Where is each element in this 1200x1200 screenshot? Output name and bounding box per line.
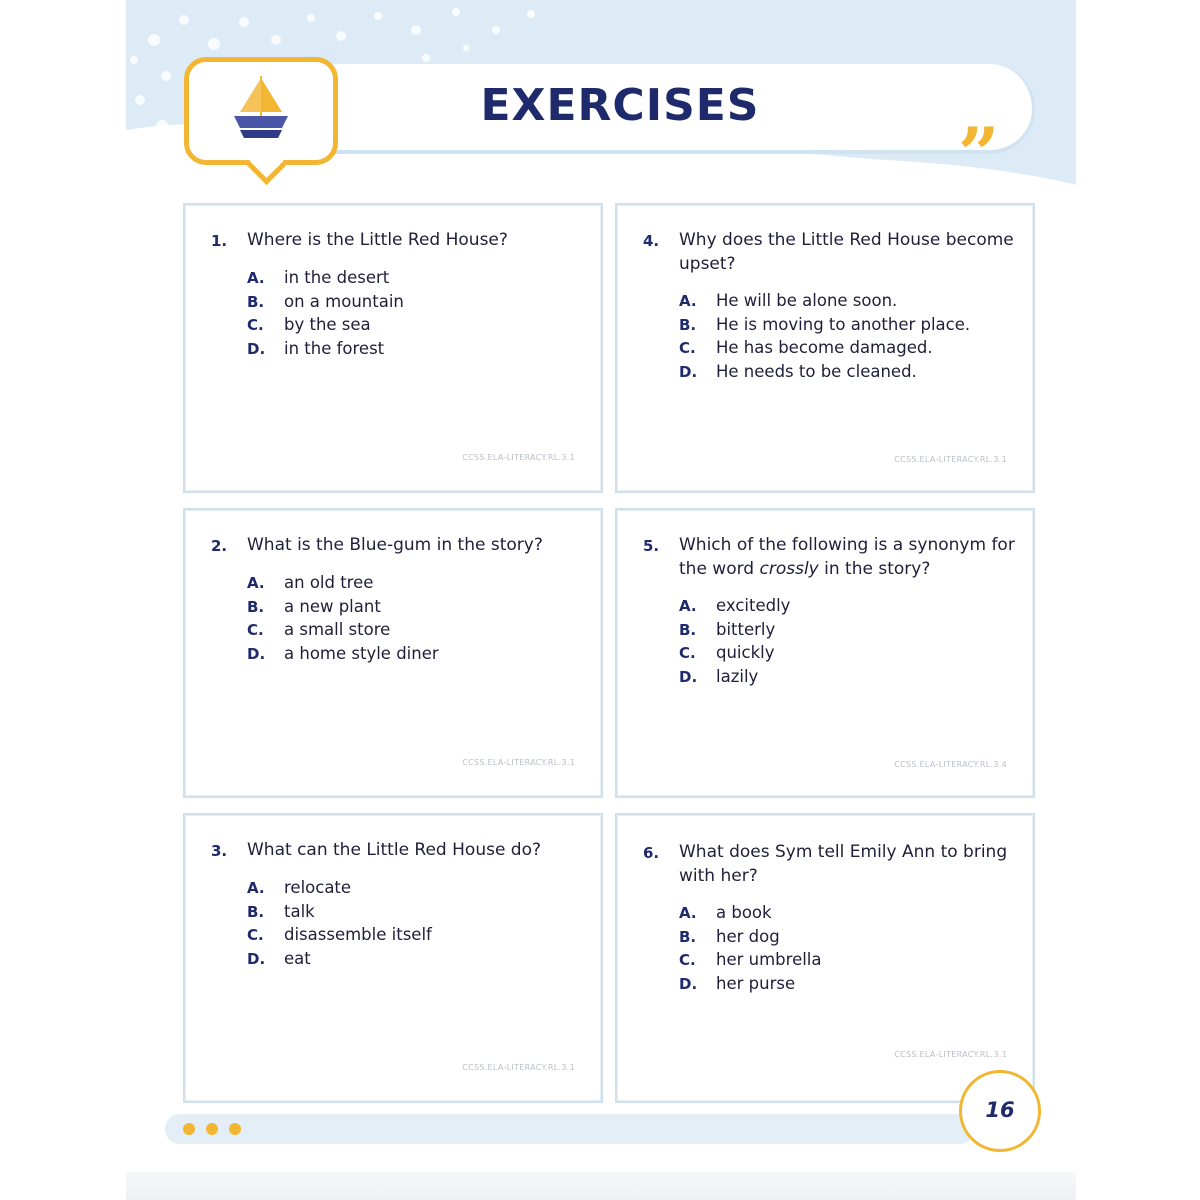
answer-option-d[interactable]: D. a home style diner (247, 643, 439, 663)
answer-option-b[interactable]: B. He is moving to another place. (679, 314, 971, 334)
answer-options (247, 571, 439, 665)
standard-code: CCSS.ELA-LITERACY.RL.3.1 (894, 1050, 1007, 1059)
question-number: 1. (211, 232, 228, 250)
page-title: EXERCISES (480, 80, 760, 131)
question-card-4 (615, 203, 1035, 493)
answer-option-d[interactable]: D. her purse (679, 973, 796, 993)
answer-option-d[interactable]: D. lazily (679, 666, 759, 686)
answer-option-a[interactable]: A. an old tree (247, 573, 374, 592)
answer-option-d[interactable]: D. He needs to be cleaned. (679, 361, 917, 381)
standard-code: CCSS.ELA-LITERACY.RL.3.1 (462, 1063, 575, 1072)
question-number: 5. (643, 537, 660, 555)
question-text: Which of the following is a synonym for the word crossly in the story? (679, 535, 1015, 579)
question-card-6 (615, 813, 1035, 1103)
question-number: 2. (211, 537, 228, 555)
question-number: 3. (211, 842, 228, 860)
question-card-1 (183, 203, 603, 493)
answer-option-c[interactable]: C. her umbrella (679, 950, 822, 969)
answer-option-d[interactable]: D. eat (247, 948, 311, 968)
question-text: What is the Blue-gum in the story? (247, 535, 543, 555)
three-dots-icon (183, 1123, 195, 1135)
answer-options (247, 266, 404, 360)
question-text: What can the Little Red House do? (247, 840, 542, 860)
question-card-2 (183, 508, 603, 798)
answer-option-a[interactable]: A. a book (679, 903, 772, 922)
answer-option-a[interactable]: A. He will be alone soon. (679, 291, 898, 310)
answer-options (247, 876, 432, 970)
answer-option-c[interactable]: C. He has become damaged. (679, 338, 933, 357)
answer-option-c[interactable]: C. by the sea (247, 315, 371, 334)
page-number: 16 (985, 1098, 1015, 1122)
question-number: 4. (643, 232, 660, 250)
answer-options (679, 594, 790, 688)
answer-option-b[interactable]: B. a new plant (247, 596, 381, 616)
answer-option-b[interactable]: B. bitterly (679, 619, 776, 639)
answer-option-b[interactable]: B. on a mountain (247, 291, 404, 311)
standard-code: CCSS.ELA-LITERACY.RL.3.1 (462, 758, 575, 767)
quote-icon: ” (958, 111, 1000, 196)
answer-option-a[interactable]: A. in the desert (247, 268, 390, 287)
standard-code: CCSS.ELA-LITERACY.RL.3.1 (462, 453, 575, 462)
sailboat-icon (230, 72, 292, 144)
question-card-3 (183, 813, 603, 1103)
answer-option-a[interactable]: A. relocate (247, 878, 352, 897)
standard-code: CCSS.ELA-LITERACY.RL.3.1 (894, 455, 1007, 464)
answer-option-a[interactable]: A. excitedly (679, 596, 791, 615)
question-number: 6. (643, 844, 660, 862)
standard-code: CCSS.ELA-LITERACY.RL.3.4 (894, 760, 1007, 769)
question-text: Why does the Little Red House become upset? (679, 230, 1014, 274)
page-bottom-shadow (126, 1172, 1076, 1200)
answer-options (679, 901, 822, 995)
answer-option-c[interactable]: C. disassemble itself (247, 925, 432, 944)
emphasized-word: crossly (759, 559, 819, 579)
question-card-5 (615, 508, 1035, 798)
answer-option-b[interactable]: B. her dog (679, 926, 780, 946)
answer-option-b[interactable]: B. talk (247, 901, 315, 921)
answer-option-c[interactable]: C. quickly (679, 643, 775, 662)
answer-options (679, 289, 970, 383)
question-text: What does Sym tell Emily Ann to bring with her? (679, 842, 1008, 886)
question-text: Where is the Little Red House? (247, 230, 508, 250)
answer-option-d[interactable]: D. in the forest (247, 338, 385, 358)
footer-bar (165, 1114, 975, 1144)
three-dots-icon (206, 1123, 218, 1135)
three-dots-icon (229, 1123, 241, 1135)
answer-option-c[interactable]: C. a small store (247, 620, 391, 639)
